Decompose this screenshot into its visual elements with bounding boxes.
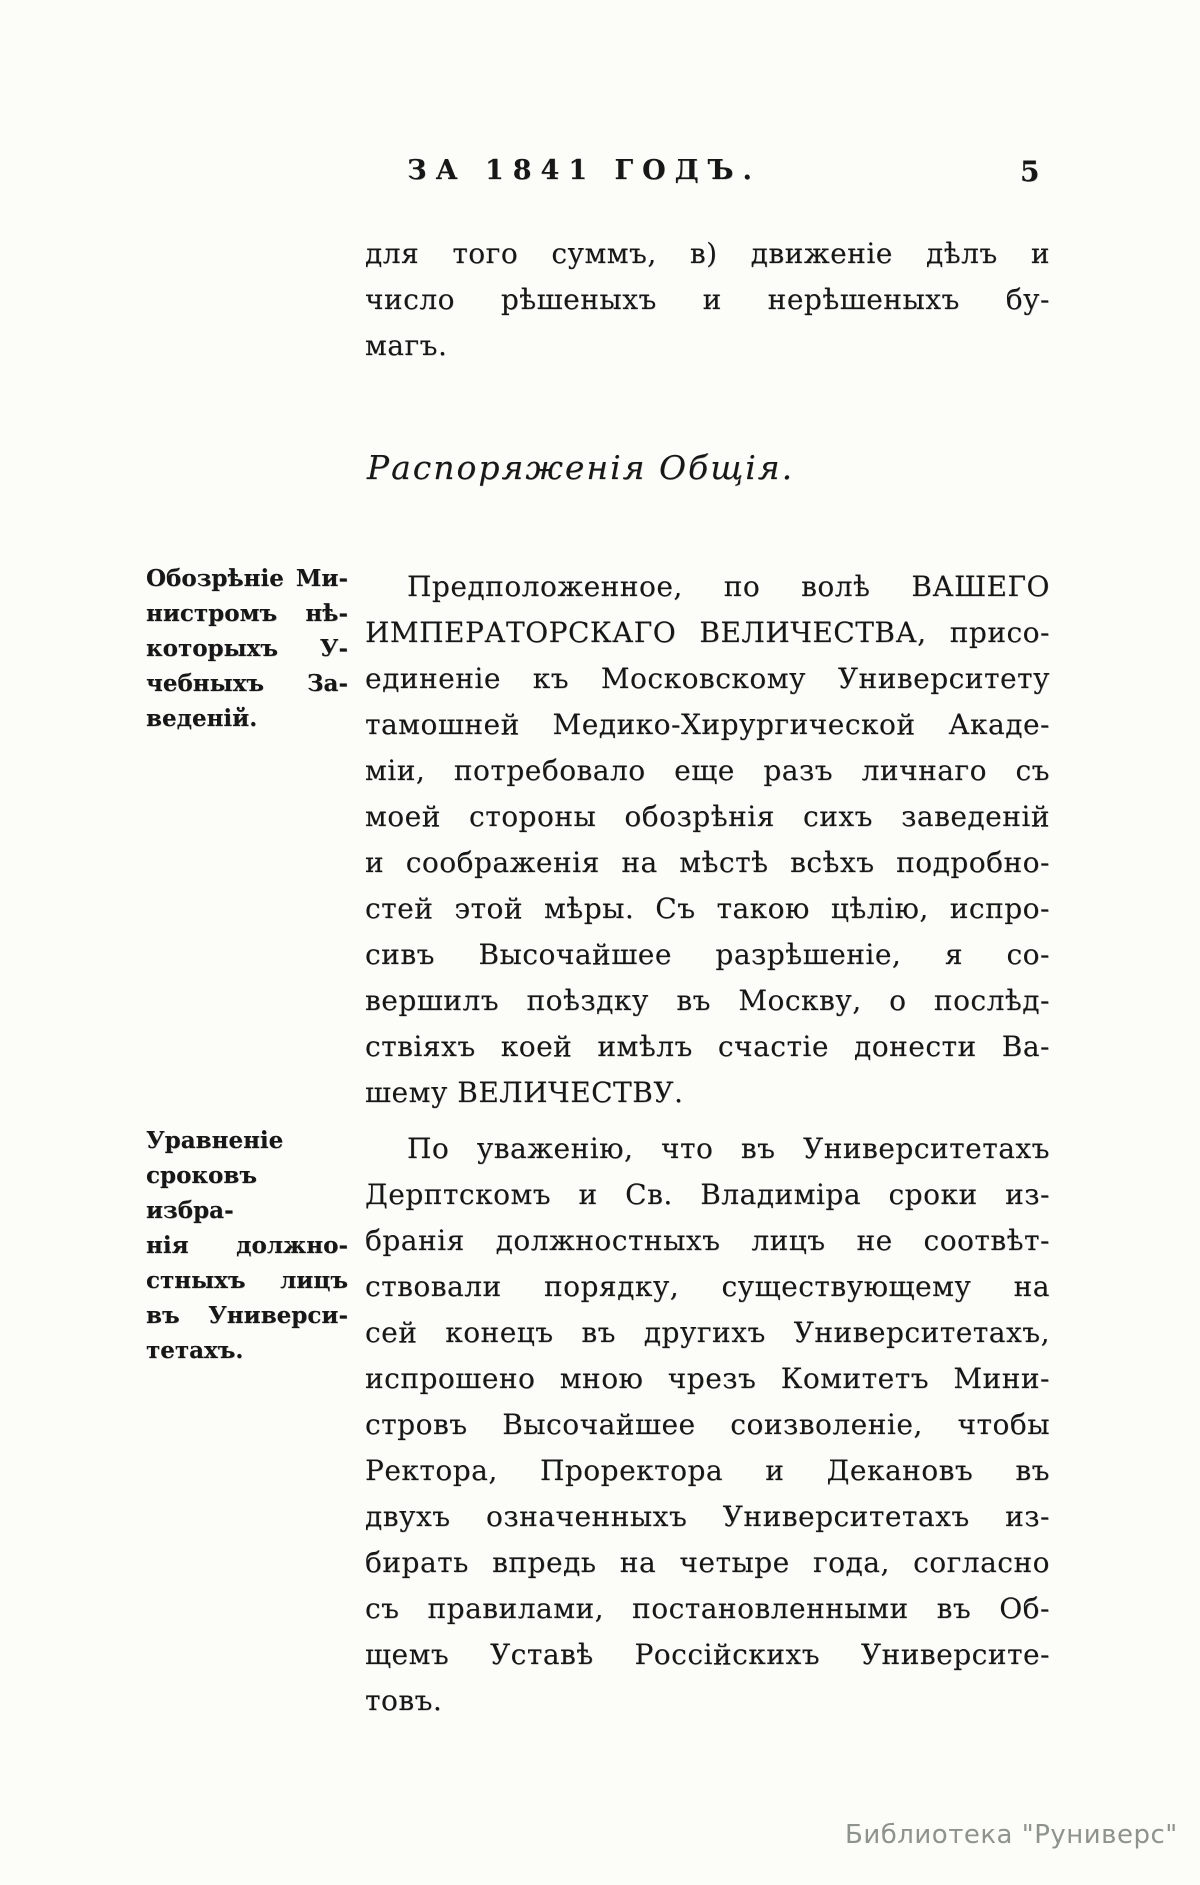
margin-note-equalizing-terms [146,1123,348,1368]
margin-note-line: чебныхъ За- [146,670,348,697]
library-watermark: Библиотека "Руниверс" [845,1820,1178,1850]
margin-note-line: стныхъ лицъ [146,1267,348,1294]
body-line: ствовали порядку, существующему на [365,1270,1050,1303]
body-line: и соображенія на мѣстѣ всѣхъ подробно- [365,846,1050,879]
body-line: шему ВЕЛИЧЕСТВУ. [365,1076,684,1109]
body-line: число рѣшеныхъ и нерѣшеныхъ бу- [365,283,1050,316]
body-line: сей конецъ въ другихъ Университетахъ, [365,1316,1050,1349]
section2-body [365,1126,1050,1724]
body-line: бирать впредь на четыре года, согласно [365,1546,1050,1579]
section1-body [365,564,1050,1116]
body-line: сивъ Высочайшее разрѣшеніе, я со- [365,938,1050,971]
body-line: ствіяхъ коей имѣлъ счастіе донести Ва- [365,1030,1050,1063]
body-line: товъ. [365,1684,443,1717]
body-line: магъ. [365,329,448,362]
section-heading: Распоряженія Общія. [366,448,795,487]
body-line: міи, потребовало еще разъ личнаго съ [365,754,1050,787]
margin-note-line: въ Универси- [146,1302,348,1329]
margin-note-line: нистромъ нѣ- [146,600,348,627]
body-line: испрошено мною чрезъ Комитетъ Мини- [365,1362,1050,1395]
body-line: съ правилами, постановленными въ Об- [365,1592,1050,1625]
margin-note-line: Обозрѣніе Ми- [146,565,348,592]
intro-paragraph [365,231,1050,369]
margin-note-review-of-institutions [146,561,348,736]
running-head: ЗА 1841 ГОДЪ. [407,155,761,186]
body-line: По уваженію, что въ Университетахъ [407,1132,1050,1165]
body-line: Предположенное, по волѣ ВАШЕГО [407,570,1050,603]
body-line: Дерптскомъ и Св. Владиміра сроки из- [365,1178,1050,1211]
margin-note-line: нія должно- [146,1232,348,1259]
page-number: 5 [1020,155,1040,188]
body-line: моей стороны обозрѣнія сихъ заведеній [365,800,1050,833]
body-line: стровъ Высочайшее соизволеніе, чтобы [365,1408,1050,1441]
body-line: ИМПЕРАТОРСКАГО ВЕЛИЧЕСТВА, присо- [365,616,1050,649]
body-line: Ректора, Проректора и Декановъ въ [365,1454,1050,1487]
margin-note-line: Уравненіе [146,1127,284,1154]
body-line: тамошней Медико-Хирургической Акаде- [365,708,1050,741]
body-line: стей этой мѣры. Съ такою цѣлію, испро- [365,892,1050,925]
body-line: щемъ Уставѣ Россійскихъ Университе- [365,1638,1050,1671]
margin-note-line: сроковъ избра- [146,1162,258,1224]
body-line: для того суммъ, в) движеніе дѣлъ и [365,237,1050,270]
margin-note-line: которыхъ У- [146,635,348,662]
margin-note-line: веденій. [146,705,258,732]
body-line: двухъ означенныхъ Университетахъ из- [365,1500,1050,1533]
body-line: единеніе къ Московскому Университету [365,662,1050,695]
body-line: вершилъ поѣздку въ Москву, о послѣд- [365,984,1050,1017]
margin-note-line: тетахъ. [146,1337,244,1364]
body-line: бранія должностныхъ лицъ не соотвѣт- [365,1224,1050,1257]
